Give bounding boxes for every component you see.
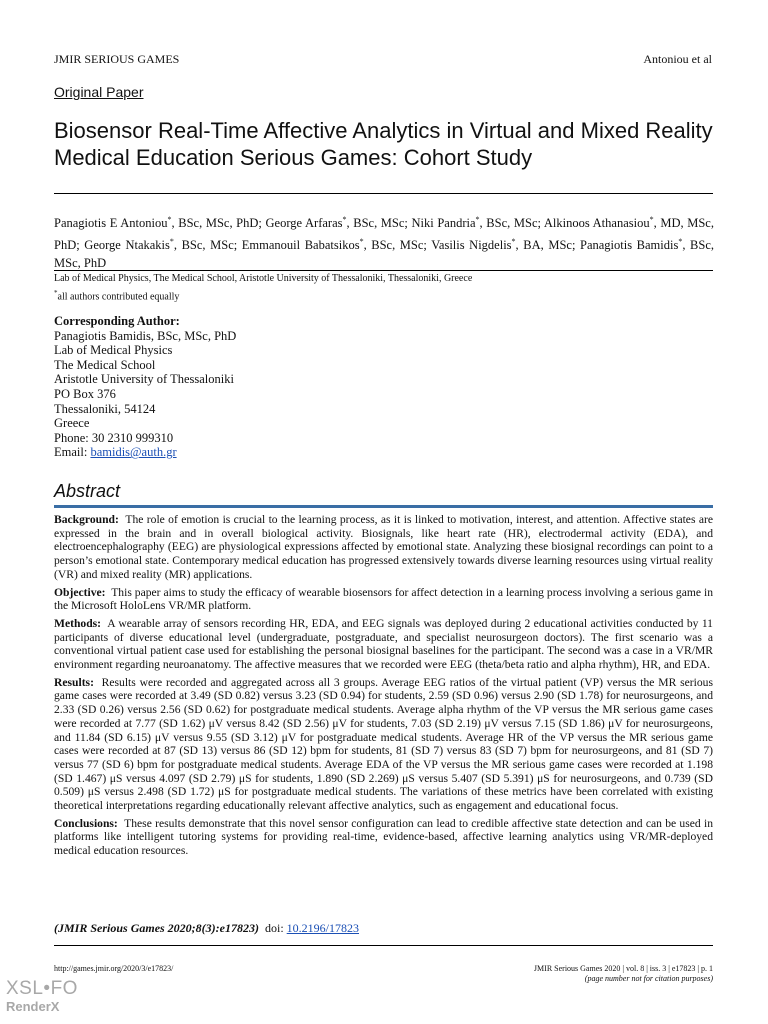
journal-info bbox=[534, 964, 713, 984]
corresponding-line: PO Box 376 bbox=[54, 386, 116, 401]
author-mark: * bbox=[359, 236, 364, 246]
author-degrees: , BSc, MSc; bbox=[173, 237, 242, 252]
author-name: Panagiotis Bamidis bbox=[580, 237, 679, 252]
author-mark: * bbox=[169, 236, 174, 246]
abstract-section-text: The role of emotion is crucial to the learning process, as it is linked to motivation, interest, and attention. Affective states are expressed in the brain and in overall biological activity. Biosignals, like heart rate (HR), electrodermal activity (EDA), and electroencephalography (EEG) are physiological expressions affected by emotional state. Analyzing these biosignal recordings can point to a person’s emotional state. Contemporary medical education has progressed extensively towards diverse learning resources using virtual reality (VR) and mixed reality (MR) applications. bbox=[54, 513, 713, 581]
citation bbox=[54, 921, 359, 936]
author-name: Alkinoos Athanasiou bbox=[543, 216, 650, 231]
citation-ref: (JMIR Serious Games 2020;8(3):e17823) bbox=[54, 921, 259, 935]
author-mark: * bbox=[167, 215, 172, 224]
abstract-section bbox=[54, 817, 713, 858]
abstract-section-label: Conclusions: bbox=[54, 816, 118, 830]
abstract-section bbox=[54, 676, 713, 813]
title-divider bbox=[54, 193, 713, 194]
article-type: Original Paper bbox=[54, 84, 144, 100]
logo-line1: XSL•FO bbox=[6, 978, 78, 999]
doi-label: doi: bbox=[265, 921, 284, 935]
journal-volume-info: JMIR Serious Games 2020 | vol. 8 | iss. 3 | e17823 | p. 1 bbox=[533, 964, 713, 973]
doi-link[interactable]: 10.2196/17823 bbox=[286, 921, 360, 935]
email-label: Email: bbox=[54, 445, 91, 460]
affiliation: Lab of Medical Physics, The Medical School, Aristotle University of Thessaloniki, Thessaloniki, Greece bbox=[54, 273, 473, 284]
author-mark: * bbox=[475, 215, 480, 224]
abstract-section-text: This paper aims to study the efficacy of wearable biosensors for affect detection in a learning process involving a serious game in the Microsoft HoloLens VR/MR platform. bbox=[54, 585, 713, 613]
abstract-rule bbox=[54, 505, 713, 508]
page-number-note: (page number not for citation purposes) bbox=[584, 974, 713, 983]
abstract-section-label: Objective: bbox=[54, 585, 106, 599]
author-list bbox=[54, 211, 714, 273]
corresponding-line: Thessaloniki, 54124 bbox=[54, 401, 156, 416]
author-name: Vasilis Nigdelis bbox=[431, 237, 512, 252]
author-mark: * bbox=[678, 236, 683, 246]
author-name: Panagiotis E Antoniou bbox=[54, 216, 168, 231]
article-title: Biosensor Real-Time Affective Analytics in Virtual and Mixed Reality Medical Education Serious Games: Cohort Study bbox=[54, 118, 713, 170]
abstract-section bbox=[54, 586, 713, 613]
corresponding-line: The Medical School bbox=[54, 357, 156, 372]
corresponding-line: Phone: 30 2310 999310 bbox=[54, 430, 174, 445]
abstract-heading: Abstract bbox=[54, 481, 121, 501]
abstract-section bbox=[54, 513, 713, 582]
footnote-mark: * bbox=[54, 289, 58, 297]
author-name: George Ntakakis bbox=[84, 237, 170, 252]
journal-header: JMIR SERIOUS GAMES bbox=[54, 52, 180, 66]
author-name: George Arfaras bbox=[265, 216, 343, 231]
abstract-section-label: Methods: bbox=[54, 616, 102, 630]
author-degrees: , BSc, MSc; bbox=[346, 216, 412, 231]
footer-divider bbox=[54, 945, 713, 946]
author-degrees: , BSc, MSc, PhD bbox=[54, 237, 715, 271]
corresponding-line: Greece bbox=[54, 416, 90, 431]
author-degrees: , BA, MSc; bbox=[515, 237, 580, 252]
abstract-section bbox=[54, 617, 713, 672]
author-divider bbox=[54, 270, 713, 271]
corresponding-label: Corresponding Author: bbox=[54, 314, 180, 328]
corresponding-line: Aristotle University of Thessaloniki bbox=[54, 372, 234, 387]
author-mark: * bbox=[342, 215, 347, 224]
abstract-section-label: Results: bbox=[54, 675, 94, 689]
renderx-logo bbox=[6, 978, 78, 1014]
author-name: Niki Pandria bbox=[411, 216, 476, 231]
abstract-section-text: These results demonstrate that this novel sensor configuration can lead to credible affective state detection and can be used in platforms like intelligent tutoring systems for providing real-time, evidence-based, affective learning analytics using VR/MR-deployed medical education resources. bbox=[54, 816, 713, 858]
affiliation-block bbox=[54, 272, 472, 304]
author-degrees: , BSc, MSc, PhD; bbox=[171, 216, 266, 231]
email-link[interactable]: bamidis@auth.gr bbox=[90, 445, 177, 460]
article-url[interactable]: http://games.jmir.org/2020/3/e17823/ bbox=[54, 964, 174, 973]
corresponding-email bbox=[54, 445, 236, 460]
author-degrees: , MD, MSc, PhD; bbox=[54, 216, 714, 252]
logo-line2: RenderX bbox=[6, 999, 60, 1014]
abstract-body bbox=[54, 513, 713, 862]
author-mark: * bbox=[649, 215, 654, 224]
author-mark: * bbox=[511, 236, 516, 246]
author-name: Emmanouil Babatsikos bbox=[241, 237, 360, 252]
abstract-section-text: Results were recorded and aggregated across all 3 groups. Average EEG ratios of the virtual patient (VP) versus the MR serious game cases were recorded at 3.49 (SD 0.82) versus 3.23 (SD 0.94) for students, 2.59 (SD 0.96) versus 2.90 (SD 1.78) for neurosurgeons, and 2.33 (SD 0.26) versus 2.56 (SD 0.62) for postgraduate medical students. Average alpha rhythm of the VP versus the MR serious game cases were recorded at 7.77 (SD 1.62) μV versus 8.42 (SD 2.56) μV for students, 7.03 (SD 2.19) μV versus 7.15 (SD 1.86) μV for neurosurgeons, and 11.84 (SD 6.15) μV versus 9.55 (SD 3.12) μV for postgraduate medical students. Average HR of the VP versus the MR serious game cases were recorded at 87 (SD 13) versus 86 (SD 12) bpm for students, 81 (SD 7) versus 83 (SD 7) bpm for neurosurgeons, and 81 (SD 7) versus 77 (SD 6) bpm for postgraduate medical students. Average EDA of the VP versus the MR serious game cases were recorded at 1.198 (SD 1.467) μS versus 4.097 (SD 2.79) μS for students, 1.890 (SD 2.269) μS versus 5.407 (SD 5.391) μS for neurosurgeons, and 0.739 (SD 0.509) μS versus 2.498 (SD 1.72) μS for postgraduate medical students. The variations of these metrics have been correlated with existing theoretical interpretations regarding educationally relevant affective analytics, such as engagement and educational focus. bbox=[54, 675, 713, 813]
author-degrees: , BSc, MSc; bbox=[479, 216, 544, 231]
running-authors: Antoniou et al bbox=[643, 52, 712, 66]
corresponding-line: Lab of Medical Physics bbox=[54, 343, 173, 358]
abstract-section-text: A wearable array of sensors recording HR, EDA, and EEG signals was deployed during 2 educational activities conducted by 11 participants of diverse educational level (undergraduate, postgraduate, and specialist neurosurgeon doctors). The first scenario was a conventional virtual patient case used for establishing the personal biosignal baselines for the participant. The second was a case in a VR/MR environment regarding neuroanatomy. The affective measures that we recorded were EEG (theta/beta ratio and alpha rhythm), HR, and EDA. bbox=[54, 616, 713, 672]
author-degrees: , BSc, MSc; bbox=[363, 237, 432, 252]
abstract-section-label: Background: bbox=[54, 513, 119, 526]
corresponding-line: Panagiotis Bamidis, BSc, MSc, PhD bbox=[54, 328, 237, 343]
corresponding-author bbox=[54, 314, 236, 460]
equal-contribution-note: *all authors contributed equally bbox=[54, 289, 180, 303]
